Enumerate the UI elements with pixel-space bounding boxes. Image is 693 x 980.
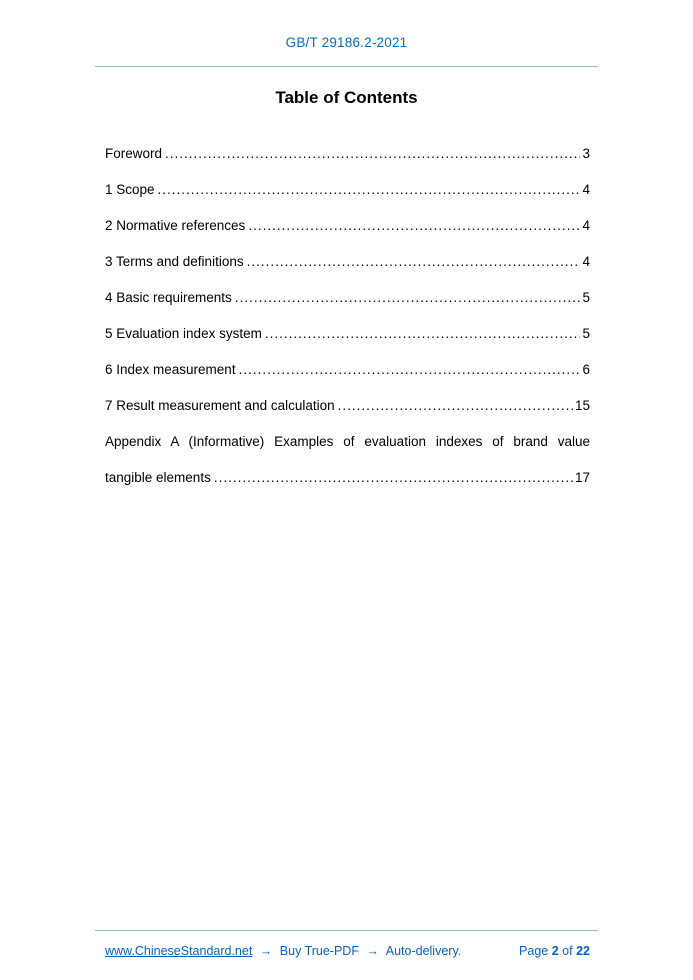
toc-entry-appendix [105,434,590,486]
toc-entry-row [105,362,590,378]
toc [105,146,590,506]
footer-divider [95,930,598,931]
toc-entry-row [105,254,590,270]
toc-entry-label: 5 Evaluation index system [105,326,262,341]
page-indicator [519,944,590,958]
toc-entry-label: 1 Scope [105,182,155,197]
toc-entry-row [105,398,590,414]
dot-leader [235,290,581,306]
toc-entry-label: 3 Terms and definitions [105,254,244,269]
document-number: GB/T 29186.2-2021 [285,35,408,50]
dot-leader [165,146,580,162]
toc-entry-label: 7 Result measurement and calculation [105,398,335,413]
footer-left [105,944,461,958]
dot-leader [239,362,581,378]
toc-entry-row [105,146,590,162]
toc-entry-label: Foreword [105,146,163,161]
toc-entry-row [105,470,590,486]
dot-leader [265,326,581,342]
header-divider [95,66,598,67]
toc-entry-label-line2: tangible elements [105,470,211,485]
page-label: Page [519,944,549,958]
toc-entry-page: 6 [582,362,590,377]
arrow-icon: → [366,944,379,958]
page-header [95,34,598,52]
toc-entry-label: 6 Index measurement [105,362,236,377]
dot-leader [338,398,573,414]
of-label: of [562,944,573,958]
toc-entry-label: 2 Normative references [105,218,246,233]
toc-entry-label: 4 Basic requirements [105,290,232,305]
dot-leader [247,254,581,270]
dot-leader [158,182,581,198]
auto-delivery-label: Auto-delivery. [385,944,462,958]
toc-entry-row [105,326,590,342]
page-title: Table of Contents [275,88,418,107]
dot-leader [214,470,573,486]
toc-entry-row [105,290,590,306]
arrow-icon: → [259,944,273,958]
buy-true-pdf-label: Buy True-PDF [279,944,359,958]
toc-entry-label-line1: Appendix A (Informative) Examples of evaluation indexes of brand value [105,434,590,449]
toc-list [105,146,590,414]
toc-entry-page: 15 [574,398,590,413]
toc-entry-page: 17 [574,470,590,485]
toc-entry-row [105,218,590,234]
toc-entry-page: 4 [582,254,590,269]
toc-entry-page: 3 [582,146,590,161]
toc-entry-page: 5 [582,290,590,305]
page-footer [105,944,590,958]
website-link[interactable]: www.ChineseStandard.net [105,944,253,958]
toc-entry-row [105,182,590,198]
total-page-number: 22 [576,944,590,958]
toc-entry-page: 4 [582,218,590,233]
current-page-number: 2 [551,944,559,958]
toc-entry-page: 4 [582,182,590,197]
dot-leader [248,218,580,234]
toc-entry-page: 5 [582,326,590,341]
